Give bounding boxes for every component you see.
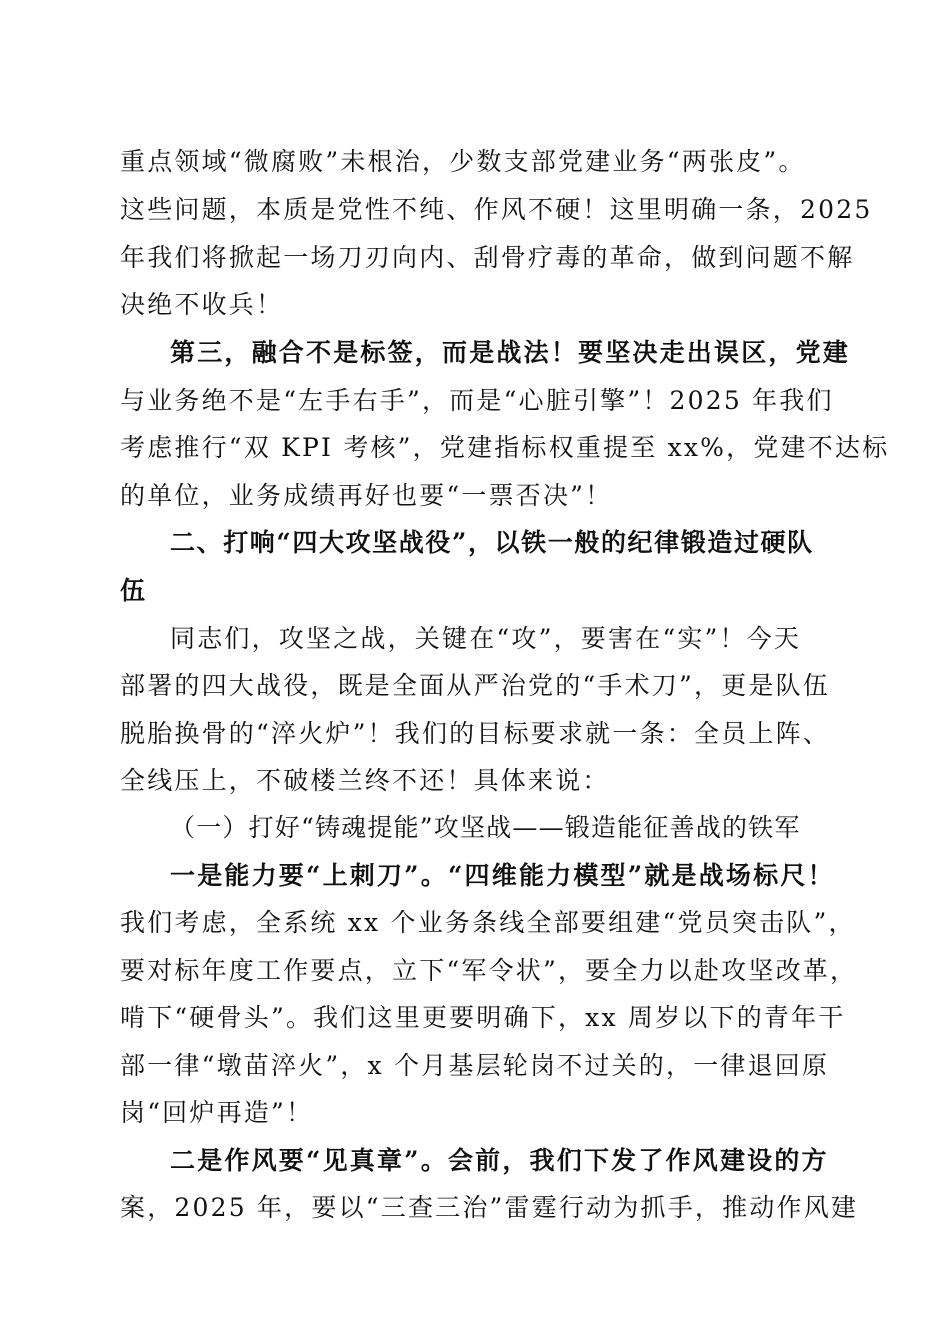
paragraph-line: 同志们，攻坚之战，关键在“攻”，要害在“实”！今天 bbox=[170, 624, 802, 653]
emphasis-lead: 第三，融合不是标签，而是战法！要坚决走出误区，党建 bbox=[170, 338, 851, 367]
section-heading: 二、打响“四大攻坚战役”，以铁一般的纪律锻造过硬队 bbox=[170, 528, 814, 557]
paragraph-line: 重点领域“微腐败”未根治，少数支部党建业务“两张皮”。 bbox=[120, 147, 806, 176]
paragraph-line: 考虑推行“双 KPI 考核”，党建指标权重提至 xx%，党建不达标 bbox=[120, 433, 890, 462]
paragraph-line: 部署的四大战役，既是全面从严治党的“手术刀”，更是队伍 bbox=[120, 671, 830, 700]
paragraph-line: 这些问题，本质是党性不纯、作风不硬！这里明确一条，2025 bbox=[120, 195, 873, 224]
paragraph-line: 部一律“墩苗淬火”，x 个月基层轮岗不过关的，一律退回原 bbox=[120, 1051, 830, 1080]
section-heading-continued: 伍 bbox=[120, 576, 147, 605]
paragraph-line: 脱胎换骨的“淬火炉”！我们的目标要求就一条：全员上阵、 bbox=[120, 719, 830, 748]
paragraph-line: 我们考虑，全系统 xx 个业务条线全部要组建“党员突击队”， bbox=[120, 908, 856, 937]
paragraph-line: 岗“回炉再造”！ bbox=[120, 1098, 314, 1127]
paragraph-line: 的单位，业务成绩再好也要“一票否决”！ bbox=[120, 481, 613, 510]
paragraph-line: 年我们将掀起一场刀刃向内、刮骨疗毒的革命，做到问题不解 bbox=[120, 243, 855, 272]
paragraph-line: 啃下“硬骨头”。我们这里更要明确下，xx 周岁以下的青年干 bbox=[120, 1003, 846, 1032]
paragraph-line bbox=[170, 338, 851, 368]
paragraph-line: 与业务绝不是“左手右手”，而是“心脏引擎”！2025 年我们 bbox=[120, 386, 834, 415]
paragraph-line bbox=[170, 1146, 840, 1176]
emphasis-lead: 二是作风要“见真章”。会前，我们下发了作风建设的方 bbox=[170, 1146, 829, 1175]
subsection-heading: （一）打好“铸魂提能”攻坚战——锻造能征善战的铁军 bbox=[170, 813, 801, 842]
paragraph-line: 案，2025 年，要以“三查三治”雷霆行动为抓手，推动作风建 bbox=[120, 1193, 859, 1222]
paragraph-line: 决绝不收兵！ bbox=[120, 290, 284, 319]
emphasis-lead: 一是能力要“上刺刀”。“四维能力模型”就是战场标尺！ bbox=[170, 861, 835, 890]
paragraph-line: 要对标年度工作要点，立下“军令状”，要全力以赴攻坚改革， bbox=[120, 956, 858, 985]
paragraph-line bbox=[170, 861, 840, 891]
paragraph-line: 全线压上，不破楼兰终不还！具体来说： bbox=[120, 766, 610, 795]
